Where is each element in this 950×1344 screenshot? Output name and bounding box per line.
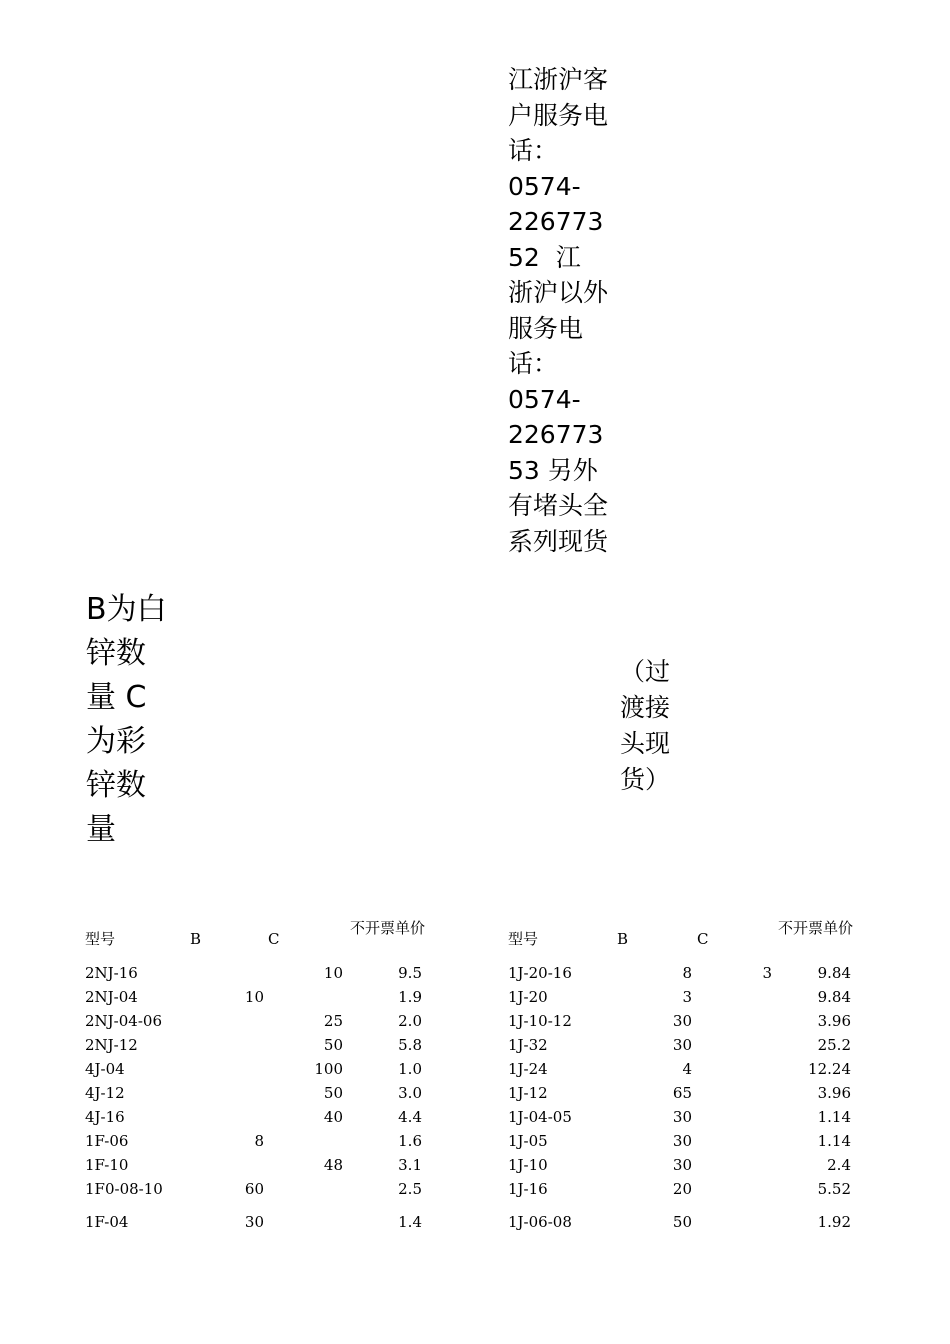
- contact-line: 系列现货: [508, 526, 609, 556]
- table-cell-price: 2.5: [398, 1180, 422, 1198]
- table-cell-model: 1F-06: [85, 1132, 129, 1150]
- table-cell-price: 1.14: [817, 1108, 851, 1126]
- contact-line: 52 江: [508, 242, 581, 272]
- table-cell-model: 4J-04: [85, 1060, 125, 1078]
- table-cell-model: 4J-12: [85, 1084, 125, 1102]
- table-cell-b: 10: [244, 988, 264, 1006]
- table-cell-price: 1.14: [817, 1132, 851, 1150]
- bc-note-line: 锌数: [86, 768, 146, 803]
- contact-line: 江浙沪客: [508, 65, 609, 94]
- table-cell-b: 30: [672, 1132, 692, 1150]
- column-header-model: 型号: [508, 930, 539, 948]
- table-cell-price: 1.4: [398, 1213, 422, 1231]
- table-cell-price: 3.96: [817, 1084, 851, 1102]
- column-header-price: 不开票单价: [778, 919, 854, 937]
- table-cell-b: 3: [682, 988, 692, 1006]
- column-header-b: B: [617, 930, 629, 948]
- table-cell-price: 1.9: [398, 988, 422, 1006]
- table-cell-price: 3.0: [398, 1084, 422, 1102]
- contact-line: 浙沪以外: [508, 278, 609, 307]
- table-cell-b: 30: [672, 1036, 692, 1054]
- table-cell-price: 1.6: [398, 1132, 422, 1150]
- table-cell-b: 65: [672, 1084, 692, 1102]
- table-cell-b: 8: [254, 1132, 264, 1150]
- transition-note-line: 货）: [620, 765, 671, 794]
- table-cell-c: 48: [323, 1156, 343, 1174]
- table-cell-model: 1J-20-16: [508, 964, 572, 982]
- bc-note-line: B为白: [86, 592, 167, 627]
- table-cell-c: 50: [323, 1084, 343, 1102]
- table-cell-model: 1J-16: [508, 1180, 548, 1198]
- table-cell-b: 30: [672, 1108, 692, 1126]
- table-cell-model: 2NJ-16: [85, 964, 138, 982]
- bc-note-line: 为彩: [86, 724, 146, 759]
- table-cell-model: 1F0-08-10: [85, 1180, 163, 1198]
- table-cell-model: 1F-04: [85, 1213, 129, 1231]
- table-cell-model: 1J-12: [508, 1084, 548, 1102]
- table-cell-price: 12.24: [808, 1060, 851, 1078]
- column-header-c: C: [697, 930, 709, 948]
- bc-note-line: 锌数: [86, 636, 146, 671]
- table-cell-b: 30: [672, 1012, 692, 1030]
- table-cell-model: 2NJ-04-06: [85, 1012, 162, 1030]
- table-cell-price: 2.0: [398, 1012, 422, 1030]
- contact-line: 话：: [508, 136, 559, 165]
- contact-line: 0574-: [508, 384, 581, 414]
- table-cell-price: 1.0: [398, 1060, 422, 1078]
- bc-note-line: 量 C: [86, 680, 147, 715]
- contact-line: 户服务电: [508, 100, 609, 130]
- contact-line: 53 另外: [508, 455, 598, 485]
- bc-color-note: [86, 588, 176, 852]
- table-cell-model: 4J-16: [85, 1108, 125, 1126]
- contact-line: 226773: [508, 420, 604, 449]
- table-cell-c: 10: [323, 964, 343, 982]
- table-cell-price: 9.5: [398, 964, 422, 982]
- table-cell-c: 40: [323, 1108, 343, 1126]
- bc-note-line: 量: [86, 812, 116, 847]
- table-cell-model: 1J-24: [508, 1060, 548, 1078]
- table-cell-b: 60: [244, 1180, 264, 1198]
- table-cell-model: 1J-10-12: [508, 1012, 572, 1030]
- contact-line: 话：: [508, 349, 559, 378]
- table-cell-price: 4.4: [398, 1108, 422, 1126]
- table-cell-model: 1J-20: [508, 988, 548, 1006]
- table-cell-model: 1F-10: [85, 1156, 129, 1174]
- table-cell-model: 1J-04-05: [508, 1108, 572, 1126]
- table-cell-price: 9.84: [817, 964, 851, 982]
- table-cell-price: 9.84: [817, 988, 851, 1006]
- table-cell-c: 100: [314, 1060, 343, 1078]
- table-cell-b: 4: [682, 1060, 692, 1078]
- column-header-model: 型号: [85, 930, 116, 948]
- table-cell-price: 5.52: [817, 1180, 851, 1198]
- table-cell-price: 3.1: [398, 1156, 422, 1174]
- contact-line: 226773: [508, 207, 604, 236]
- transition-note-line: 渡接: [620, 693, 671, 722]
- contact-line: 服务电: [508, 313, 584, 343]
- table-cell-b: 30: [672, 1156, 692, 1174]
- table-cell-price: 2.4: [827, 1156, 851, 1174]
- contact-info: [508, 62, 618, 559]
- table-cell-model: 1J-10: [508, 1156, 548, 1174]
- table-cell-price: 3.96: [817, 1012, 851, 1030]
- column-header-price: 不开票单价: [350, 919, 426, 937]
- table-cell-b: 8: [682, 964, 692, 982]
- table-cell-b: 30: [244, 1213, 264, 1231]
- column-header-b: B: [190, 930, 202, 948]
- table-cell-b: 50: [672, 1213, 692, 1231]
- table-cell-model: 1J-05: [508, 1132, 548, 1150]
- table-cell-c: 3: [762, 964, 772, 982]
- table-cell-c: 50: [323, 1036, 343, 1054]
- table-cell-price: 1.92: [817, 1213, 851, 1231]
- contact-line: 有堵头全: [508, 491, 609, 520]
- column-header-c: C: [268, 930, 280, 948]
- table-cell-c: 25: [323, 1012, 343, 1030]
- table-cell-model: 1J-06-08: [508, 1213, 572, 1231]
- table-cell-model: 1J-32: [508, 1036, 548, 1054]
- transition-note-line: （过: [620, 657, 671, 686]
- table-cell-price: 5.8: [398, 1036, 422, 1054]
- transition-note-line: 头现: [620, 729, 671, 758]
- transition-fitting-note: [620, 654, 680, 798]
- table-cell-model: 2NJ-12: [85, 1036, 138, 1054]
- contact-line: 0574-: [508, 171, 581, 201]
- table-cell-price: 25.2: [817, 1036, 851, 1054]
- table-cell-b: 20: [672, 1180, 692, 1198]
- table-cell-model: 2NJ-04: [85, 988, 138, 1006]
